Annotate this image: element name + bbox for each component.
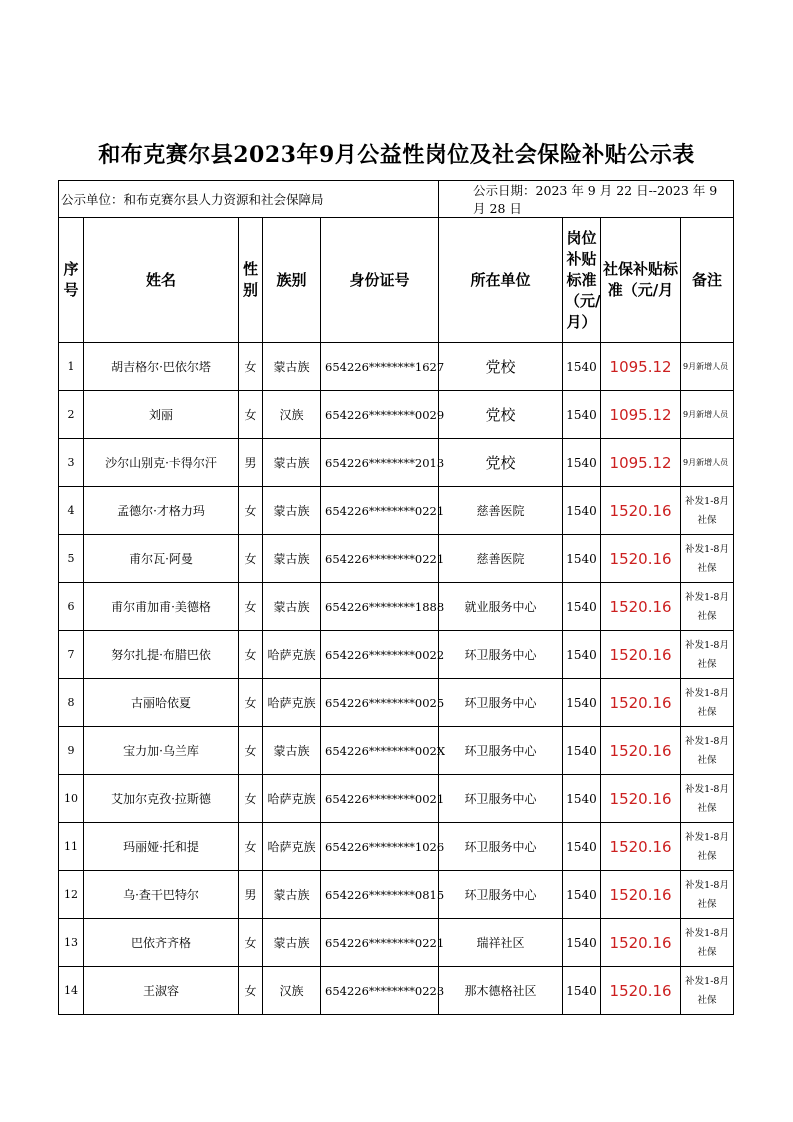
- row-note: 补发1-8月社保: [681, 727, 734, 775]
- row-ethnicity: 蒙古族: [263, 727, 321, 775]
- table-row: [59, 919, 734, 967]
- row-index: 9: [59, 727, 84, 775]
- table-row: [59, 967, 734, 1015]
- row-id-number: 654226********0815: [321, 871, 439, 919]
- row-index: 12: [59, 871, 84, 919]
- row-unit: 环卫服务中心: [439, 775, 563, 823]
- row-social-subsidy: 1520.16: [601, 919, 681, 967]
- row-social-subsidy: 1520.16: [601, 775, 681, 823]
- row-name: 艾加尔克孜·拉斯德: [84, 775, 239, 823]
- row-social-subsidy: 1520.16: [601, 679, 681, 727]
- row-unit: 党校: [439, 391, 563, 439]
- row-note: 补发1-8月社保: [681, 535, 734, 583]
- row-index: 6: [59, 583, 84, 631]
- row-id-number: 654226********1627: [321, 343, 439, 391]
- row-name: 甫尔甫加甫·美德格: [84, 583, 239, 631]
- row-ethnicity: 哈萨克族: [263, 775, 321, 823]
- row-post-subsidy: 1540: [563, 775, 601, 823]
- table-row: [59, 439, 734, 487]
- header-unit: 所在单位: [439, 218, 563, 343]
- row-social-subsidy: 1520.16: [601, 535, 681, 583]
- row-post-subsidy: 1540: [563, 583, 601, 631]
- table-row: [59, 679, 734, 727]
- row-name: 古丽哈依夏: [84, 679, 239, 727]
- row-note: 补发1-8月社保: [681, 775, 734, 823]
- header-index: 序号: [59, 218, 84, 343]
- row-name: 胡吉格尔·巴依尔塔: [84, 343, 239, 391]
- publish-date: 公示日期：2023 年 9 月 22 日--2023 年 9 月 28 日: [439, 181, 734, 218]
- row-social-subsidy: 1520.16: [601, 631, 681, 679]
- row-gender: 男: [239, 871, 263, 919]
- row-gender: 女: [239, 679, 263, 727]
- row-post-subsidy: 1540: [563, 871, 601, 919]
- row-ethnicity: 蒙古族: [263, 583, 321, 631]
- row-social-subsidy: 1520.16: [601, 583, 681, 631]
- row-post-subsidy: 1540: [563, 631, 601, 679]
- row-gender: 女: [239, 535, 263, 583]
- header-ethnicity: 族别: [263, 218, 321, 343]
- row-unit: 环卫服务中心: [439, 679, 563, 727]
- row-name: 王淑容: [84, 967, 239, 1015]
- row-social-subsidy: 1520.16: [601, 823, 681, 871]
- header-post-subsidy: 岗位补贴标准（元/月）: [563, 218, 601, 343]
- row-post-subsidy: 1540: [563, 727, 601, 775]
- table-row: [59, 535, 734, 583]
- row-social-subsidy: 1520.16: [601, 967, 681, 1015]
- row-name: 孟德尔·才格力玛: [84, 487, 239, 535]
- row-post-subsidy: 1540: [563, 823, 601, 871]
- header-note: 备注: [681, 218, 734, 343]
- row-unit: 环卫服务中心: [439, 823, 563, 871]
- row-social-subsidy: 1095.12: [601, 439, 681, 487]
- row-note: 补发1-8月社保: [681, 583, 734, 631]
- row-gender: 女: [239, 727, 263, 775]
- row-unit: 就业服务中心: [439, 583, 563, 631]
- row-unit: 环卫服务中心: [439, 631, 563, 679]
- row-unit: 慈善医院: [439, 487, 563, 535]
- publisher-unit: 公示单位：和布克赛尔县人力资源和社会保障局: [59, 181, 439, 218]
- row-note: 补发1-8月社保: [681, 919, 734, 967]
- row-index: 11: [59, 823, 84, 871]
- row-note: 9月新增人员: [681, 343, 734, 391]
- row-gender: 女: [239, 391, 263, 439]
- subsidy-table: [58, 180, 734, 1015]
- table-row: [59, 871, 734, 919]
- row-id-number: 654226********0029: [321, 391, 439, 439]
- row-note: 补发1-8月社保: [681, 871, 734, 919]
- row-ethnicity: 蒙古族: [263, 919, 321, 967]
- row-gender: 女: [239, 775, 263, 823]
- row-note: 补发1-8月社保: [681, 823, 734, 871]
- row-social-subsidy: 1095.12: [601, 343, 681, 391]
- table-row: [59, 631, 734, 679]
- row-id-number: 654226********0221: [321, 919, 439, 967]
- row-post-subsidy: 1540: [563, 391, 601, 439]
- header-row: [59, 218, 734, 343]
- row-name: 努尔扎提·布腊巴依: [84, 631, 239, 679]
- row-gender: 女: [239, 583, 263, 631]
- row-name: 甫尔瓦·阿曼: [84, 535, 239, 583]
- row-index: 1: [59, 343, 84, 391]
- row-gender: 女: [239, 631, 263, 679]
- row-index: 5: [59, 535, 84, 583]
- table-row: [59, 391, 734, 439]
- row-index: 13: [59, 919, 84, 967]
- row-post-subsidy: 1540: [563, 487, 601, 535]
- table-row: [59, 343, 734, 391]
- row-id-number: 654226********0221: [321, 535, 439, 583]
- row-id-number: 654226********0021: [321, 775, 439, 823]
- row-ethnicity: 哈萨克族: [263, 679, 321, 727]
- header-id: 身份证号: [321, 218, 439, 343]
- table-row: [59, 823, 734, 871]
- row-post-subsidy: 1540: [563, 439, 601, 487]
- row-social-subsidy: 1520.16: [601, 727, 681, 775]
- row-ethnicity: 汉族: [263, 391, 321, 439]
- header-social-subsidy: 社保补贴标准（元/月: [601, 218, 681, 343]
- table-row: [59, 583, 734, 631]
- row-ethnicity: 蒙古族: [263, 439, 321, 487]
- row-post-subsidy: 1540: [563, 535, 601, 583]
- row-unit: 环卫服务中心: [439, 871, 563, 919]
- row-unit: 那木德格社区: [439, 967, 563, 1015]
- row-index: 4: [59, 487, 84, 535]
- row-ethnicity: 蒙古族: [263, 343, 321, 391]
- table-row: [59, 487, 734, 535]
- row-id-number: 654226********0025: [321, 679, 439, 727]
- row-unit: 瑞祥社区: [439, 919, 563, 967]
- row-social-subsidy: 1520.16: [601, 487, 681, 535]
- row-ethnicity: 蒙古族: [263, 535, 321, 583]
- row-gender: 女: [239, 919, 263, 967]
- header-name: 姓名: [84, 218, 239, 343]
- row-note: 9月新增人员: [681, 391, 734, 439]
- row-unit: 环卫服务中心: [439, 727, 563, 775]
- table-row: [59, 775, 734, 823]
- row-id-number: 654226********1888: [321, 583, 439, 631]
- row-note: 补发1-8月社保: [681, 487, 734, 535]
- row-post-subsidy: 1540: [563, 919, 601, 967]
- row-name: 沙尔山别克·卡得尔汗: [84, 439, 239, 487]
- row-gender: 男: [239, 439, 263, 487]
- row-note: 补发1-8月社保: [681, 679, 734, 727]
- row-name: 巴依齐齐格: [84, 919, 239, 967]
- info-row: [59, 181, 734, 218]
- row-id-number: 654226********0221: [321, 487, 439, 535]
- row-unit: 党校: [439, 439, 563, 487]
- row-note: 补发1-8月社保: [681, 967, 734, 1015]
- row-post-subsidy: 1540: [563, 343, 601, 391]
- row-name: 玛丽娅·托和提: [84, 823, 239, 871]
- row-ethnicity: 哈萨克族: [263, 631, 321, 679]
- row-gender: 女: [239, 823, 263, 871]
- row-ethnicity: 哈萨克族: [263, 823, 321, 871]
- table-row: [59, 727, 734, 775]
- row-post-subsidy: 1540: [563, 679, 601, 727]
- row-unit: 党校: [439, 343, 563, 391]
- row-name: 刘丽: [84, 391, 239, 439]
- row-id-number: 654226********2013: [321, 439, 439, 487]
- row-name: 宝力加·乌兰库: [84, 727, 239, 775]
- header-gender: 性别: [239, 218, 263, 343]
- page-title: 和布克赛尔县2023年9月公益性岗位及社会保险补贴公示表: [98, 142, 695, 168]
- row-ethnicity: 蒙古族: [263, 487, 321, 535]
- row-post-subsidy: 1540: [563, 967, 601, 1015]
- row-gender: 女: [239, 343, 263, 391]
- row-id-number: 654226********1026: [321, 823, 439, 871]
- row-note: 9月新增人员: [681, 439, 734, 487]
- row-index: 7: [59, 631, 84, 679]
- row-index: 3: [59, 439, 84, 487]
- row-social-subsidy: 1095.12: [601, 391, 681, 439]
- row-index: 10: [59, 775, 84, 823]
- row-ethnicity: 蒙古族: [263, 871, 321, 919]
- row-gender: 女: [239, 967, 263, 1015]
- row-social-subsidy: 1520.16: [601, 871, 681, 919]
- row-note: 补发1-8月社保: [681, 631, 734, 679]
- row-id-number: 654226********0223: [321, 967, 439, 1015]
- row-name: 乌·查干巴特尔: [84, 871, 239, 919]
- subsidy-table-container: [58, 180, 733, 1015]
- row-ethnicity: 汉族: [263, 967, 321, 1015]
- row-id-number: 654226********002X: [321, 727, 439, 775]
- row-index: 8: [59, 679, 84, 727]
- row-index: 14: [59, 967, 84, 1015]
- row-unit: 慈善医院: [439, 535, 563, 583]
- table-body: [59, 343, 734, 1015]
- row-id-number: 654226********0022: [321, 631, 439, 679]
- row-index: 2: [59, 391, 84, 439]
- row-gender: 女: [239, 487, 263, 535]
